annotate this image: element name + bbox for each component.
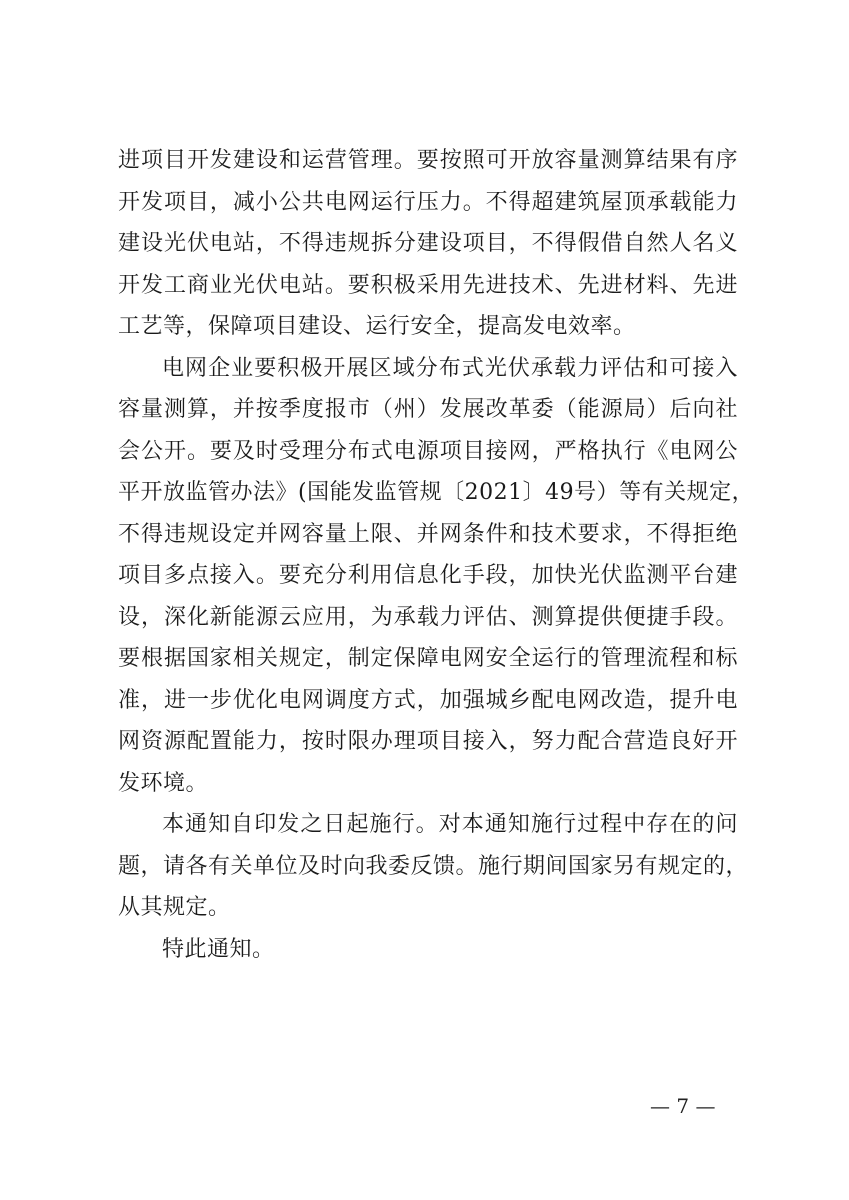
text-line: 容量测算，并按季度报市（州）发展改革委（能源局）后向社	[118, 397, 738, 422]
text-line: 开发项目，减小公共电网运行压力。不得超建筑屋顶承载能力	[118, 189, 738, 215]
text-line: 工艺等，保障项目建设、运行安全，提高发电效率。	[118, 314, 636, 339]
page-number: — 7 —	[650, 1094, 716, 1118]
text-line: 准，进一步优化电网调度方式，加强城乡配电网改造，提升电	[118, 687, 738, 713]
text-line: 不得违规设定并网容量上限、并网条件和技术要求，不得拒绝	[118, 521, 738, 547]
text-line: 发环境。	[118, 770, 209, 796]
paragraph-1	[118, 140, 738, 348]
text-line: 要根据国家相关规定，制定保障电网安全运行的管理流程和标	[118, 646, 738, 671]
paragraph-4	[118, 929, 738, 971]
text-line: 电网企业要积极开展区域分布式光伏承载力评估和可接入	[162, 355, 738, 381]
document-body	[118, 140, 755, 970]
text-line: 设，深化新能源云应用，为承载力评估、测算提供便捷手段。	[118, 604, 738, 630]
text-line: 项目多点接入。要充分利用信息化手段，加快光伏监测平台建	[118, 563, 738, 588]
text-line: 网资源配置能力，按时限办理项目接入，努力配合营造良好开	[118, 729, 738, 754]
text-line: 从其规定。	[118, 895, 231, 920]
paragraph-2	[118, 348, 755, 805]
text-line: 本通知自印发之日起施行。对本通知施行过程中存在的问	[162, 812, 738, 837]
text-line: 进项目开发建设和运营管理。要按照可开放容量测算结果有序	[118, 148, 738, 173]
text-line: 特此通知。	[162, 936, 275, 962]
text-line: 建设光伏电站，不得违规拆分建设项目，不得假借自然人名义	[118, 231, 738, 256]
paragraph-3	[118, 804, 749, 929]
text-line: 开发工商业光伏电站。要积极采用先进技术、先进材料、先进	[118, 272, 738, 298]
text-line: 会公开。要及时受理分布式电源项目接网，严格执行《电网公	[118, 438, 738, 464]
text-line: 平开放监管办法》(国能发监管规〔2021〕49号）等有关规定，	[118, 480, 755, 505]
text-line: 题，请各有关单位及时向我委反馈。施行期间国家另有规定的，	[118, 853, 749, 879]
